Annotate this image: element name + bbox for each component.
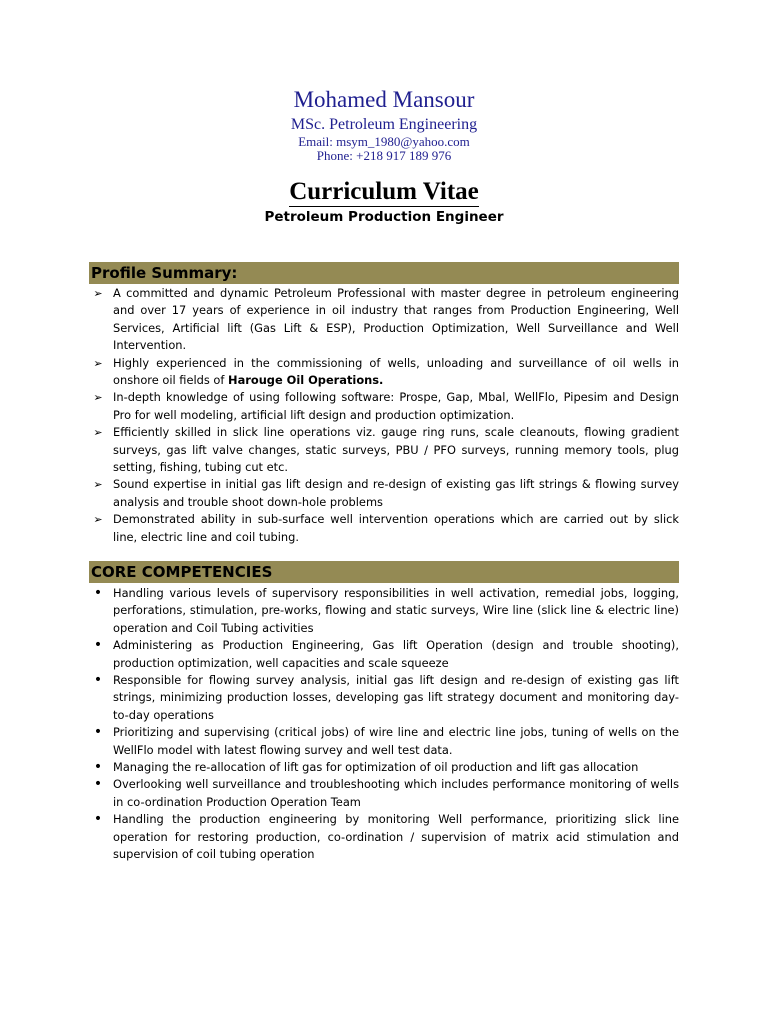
profile-summary-heading-bar	[89, 262, 679, 284]
list-item-text	[113, 759, 679, 776]
list-item-body: Handling various levels of supervisory responsibilities in well activation, remedial jobs, logging, perforations, stimulation, pre-works, flowing and static surveys, Wire line (slick line & electric line) operation and Coil Tubing activities	[113, 586, 679, 635]
list-item	[89, 672, 679, 724]
contact-email: Email: msym_1980@yahoo.com	[298, 134, 470, 149]
arrowhead-bullet-icon: ➢	[93, 478, 103, 492]
list-item	[89, 724, 679, 759]
list-item	[89, 285, 679, 355]
list-item	[89, 776, 679, 811]
arrowhead-bullet-icon: ➢	[93, 513, 103, 527]
list-item-body: In-depth knowledge of using following software: Prospe, Gap, Mbal, WellFlo, Pipesim and Design Pro for well modeling, artificial lift design and production optimization.	[113, 390, 679, 422]
list-item	[89, 355, 679, 390]
round-bullet-icon: •	[93, 672, 103, 689]
list-item-body: Handling the production engineering by monitoring Well performance, prioritizing slick line operation for restoring production, co-ordination / supervision of matrix acid stimulation and supervision of coil tubing operation	[113, 812, 679, 862]
round-bullet-icon: •	[93, 585, 103, 601]
round-bullet-icon: •	[93, 776, 103, 793]
list-item-body: Demonstrated ability in sub-surface well intervention operations which are carried out by slick line, electric line and coil tubing.	[113, 512, 679, 544]
contact-phone: Phone: +218 917 189 976	[316, 148, 452, 163]
document-title-wrap	[0, 178, 768, 210]
arrowhead-bullet-icon: ➢	[93, 391, 103, 405]
round-bullet-icon: •	[93, 759, 103, 776]
job-title: Petroleum Production Engineer	[264, 209, 504, 225]
list-item-text	[113, 811, 679, 863]
list-item-text	[113, 637, 679, 672]
list-item-body: Highly experienced in the commissioning of wells, unloading and surveillance of oil wells in onshore oil fields of	[113, 355, 679, 388]
profile-summary-heading: Profile Summary:	[91, 264, 238, 282]
arrowhead-bullet-icon: ➢	[93, 426, 103, 440]
core-competencies-heading: CORE COMPETENCIES	[91, 563, 273, 581]
list-item	[89, 424, 679, 476]
list-item-text	[113, 776, 679, 811]
list-item-text	[113, 355, 679, 390]
list-item-text	[113, 285, 679, 355]
list-item	[89, 811, 679, 863]
arrowhead-bullet-icon: ➢	[93, 287, 103, 300]
list-item	[89, 476, 679, 511]
list-item-text	[113, 672, 679, 724]
list-item-body: Sound expertise in initial gas lift design and re-design of existing gas lift strings & flowing survey analysis and trouble shoot down-hole problems	[113, 477, 679, 509]
list-item-body: Administering as Production Engineering, Gas lift Operation (design and trouble shooting), production optimization, well capacities and scale squeeze	[113, 638, 679, 670]
candidate-name: Mohamed Mansour	[293, 87, 475, 112]
list-item-text	[113, 389, 679, 424]
list-item-emphasis: Harouge Oil Operations.	[228, 373, 384, 388]
list-item	[89, 585, 679, 637]
list-item	[89, 759, 679, 776]
list-item-text	[113, 724, 679, 759]
list-item-text	[113, 476, 679, 511]
list-item-body: Prioritizing and supervising (critical jobs) of wire line and electric line jobs, tuning of wells on the WellFlo model with latest flowing survey and well test data.	[113, 725, 679, 757]
list-item-text	[113, 511, 679, 546]
list-item	[89, 637, 679, 672]
profile-summary-list	[89, 285, 679, 546]
list-item-body: Responsible for flowing survey analysis, initial gas lift design and re-design of existing gas lift strings, minimizing production losses, developing gas lift strategy document and monitoring day-to-day operations	[113, 673, 679, 722]
list-item-text	[113, 424, 679, 476]
round-bullet-icon: •	[93, 724, 103, 741]
list-item-body: Overlooking well surveillance and troubleshooting which includes performance monitoring of wells in co-ordination Production Operation Team	[113, 777, 679, 809]
arrowhead-bullet-icon: ➢	[93, 356, 103, 370]
core-competencies-heading-bar	[89, 561, 679, 583]
list-item	[89, 511, 679, 546]
list-item	[89, 389, 679, 424]
list-item-body: A committed and dynamic Petroleum Professional with master degree in petroleum engineering and over 17 years of experience in oil industry that ranges from Production Engineering, Well Services, Artificial lift (Gas Lift & ESP), Production Optimization, Well Surveillance and Well Intervention.	[113, 286, 679, 353]
round-bullet-icon: •	[93, 811, 103, 828]
round-bullet-icon: •	[93, 637, 103, 654]
list-item-body: Efficiently skilled in slick line operations viz. gauge ring runs, scale cleanouts, flowing gradient surveys, gas lift valve changes, static surveys, PBU / PFO surveys, running memory tools, plug setting, fishing, tubing cut etc.	[113, 425, 679, 475]
candidate-degree: MSc. Petroleum Engineering	[290, 116, 478, 133]
document-title: Curriculum Vitae	[289, 178, 479, 205]
list-item-body: Managing the re-allocation of lift gas for optimization of oil production and lift gas allocation	[113, 760, 639, 775]
core-competencies-list	[89, 585, 679, 864]
list-item-text	[113, 585, 679, 637]
